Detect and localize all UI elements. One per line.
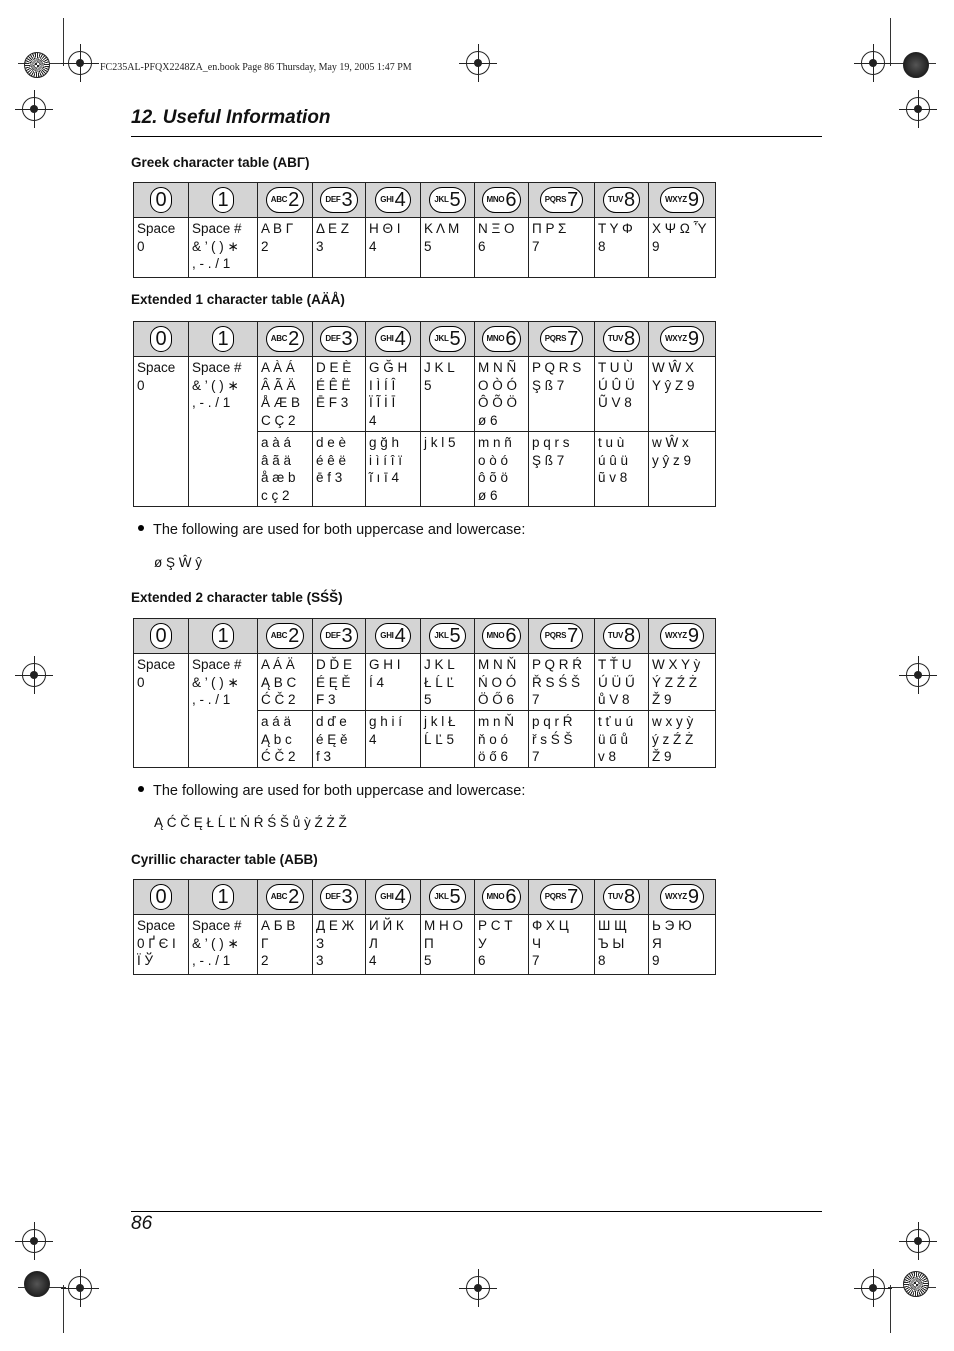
character-cell: Ν Ξ Ο 6 — [475, 218, 529, 278]
key-letters: WXYZ — [664, 195, 687, 205]
dial-key-8-icon — [603, 623, 640, 649]
character-cell: G H I Í 4 — [366, 654, 421, 711]
registration-target-icon — [22, 97, 46, 121]
key-number: 6 — [505, 189, 517, 211]
note-uppercase-lowercase: The following are used for both uppercase and lowercase: — [138, 783, 525, 799]
character-cell: Η Θ Ι 4 — [366, 218, 421, 278]
key-number: 7 — [567, 886, 579, 908]
registration-target-icon — [861, 51, 885, 75]
character-cell: j k l Ł Ĺ Ľ 5 — [421, 711, 475, 768]
character-cell: a á ä Ą b c Ć Č 2 — [258, 711, 313, 768]
key-cell — [313, 322, 366, 357]
character-cell: Ь Э Ю Я 9 — [649, 915, 716, 975]
character-cell: Д Е Ж З 3 — [313, 915, 366, 975]
key-cell — [649, 619, 716, 654]
dial-key-8-icon — [603, 187, 640, 213]
character-cell: p q r Ŕ ř s Ś Š 7 — [529, 711, 595, 768]
key-number: 5 — [449, 886, 461, 908]
print-slug: FC235AL-PFQX2248ZA_en.book Page 86 Thursday, May 19, 2005 1:47 PM — [100, 62, 412, 73]
key-letters: DEF — [325, 892, 341, 902]
key-number: 3 — [341, 189, 353, 211]
greek-table-heading: Greek character table (ΑΒΓ) — [131, 155, 310, 170]
registration-target-icon — [22, 663, 46, 687]
key-letters: MNO — [486, 334, 505, 344]
key-letters: WXYZ — [664, 334, 687, 344]
character-cell: M N Ň Ń O Ó Ö Ő 6 — [475, 654, 529, 711]
key-letters: TUV — [607, 631, 623, 641]
key-cell — [366, 619, 421, 654]
key-letters: MNO — [486, 631, 505, 641]
character-cell: W Ŵ X Y ŷ Z 9 — [649, 357, 716, 432]
dial-key-5-icon — [429, 623, 465, 649]
key-number: 8 — [623, 886, 636, 908]
dial-key-4-icon — [375, 623, 410, 649]
extended1-character-table — [133, 321, 716, 507]
header-rule — [131, 136, 822, 137]
key-number: 6 — [505, 328, 517, 350]
key-letters: PQRS — [544, 334, 567, 344]
character-cell: А Б В Г 2 — [258, 915, 313, 975]
character-cell: G Ğ H I Ì Í Î Ï Ĩ İ Ī 4 — [366, 357, 421, 432]
key-number: 0 — [155, 625, 167, 647]
key-cell — [595, 322, 649, 357]
extended1-table-heading: Extended 1 character table (AÄÅ) — [131, 292, 345, 307]
character-cell: g h i í 4 — [366, 711, 421, 768]
key-number: 3 — [341, 328, 353, 350]
character-cell: w x y ỳ ý z Ź Ż Ž 9 — [649, 711, 716, 768]
key-cell — [649, 322, 716, 357]
key-cell — [595, 880, 649, 915]
key-letters: GHI — [380, 631, 394, 641]
dial-key-3-icon — [320, 623, 357, 649]
key-number: 3 — [341, 886, 353, 908]
key-cell — [529, 619, 595, 654]
character-row — [134, 218, 716, 278]
character-row — [134, 915, 716, 975]
key-cell — [421, 619, 475, 654]
dial-key-1-icon — [212, 623, 233, 649]
character-cell: P Q R S Ş ß 7 — [529, 357, 595, 432]
greek-character-table — [133, 182, 716, 278]
key-cell — [134, 183, 189, 218]
character-cell: Τ Υ Φ 8 — [595, 218, 649, 278]
character-cell: M N Ñ O Ò Ó Ô Õ Ö ø 6 — [475, 357, 529, 432]
character-cell: P Q R Ŕ Ř S Ś Š 7 — [529, 654, 595, 711]
registration-target-icon — [68, 51, 92, 75]
key-letters: GHI — [380, 892, 394, 902]
registration-sunburst-icon — [24, 52, 50, 78]
dial-key-1-icon — [212, 326, 233, 352]
character-cell: d ď e é Ę ě f 3 — [313, 711, 366, 768]
key-number: 6 — [505, 886, 517, 908]
character-cell: Α Β Γ 2 — [258, 218, 313, 278]
key-number: 2 — [288, 625, 300, 647]
note-uppercase-lowercase: The following are used for both uppercase and lowercase: — [138, 522, 525, 538]
key-letters: ABC — [270, 195, 288, 205]
bullet-icon — [138, 525, 144, 531]
character-cell: D E È É Ê Ë Ē F 3 — [313, 357, 366, 432]
key-cell — [529, 880, 595, 915]
key-number: 2 — [288, 886, 300, 908]
character-cell: Space 0 Ґ Є І Ї Ў — [134, 915, 189, 975]
key-letters: GHI — [380, 334, 394, 344]
registration-target-icon — [466, 51, 490, 75]
dial-key-9-icon — [660, 326, 704, 352]
dial-key-3-icon — [320, 326, 357, 352]
character-cell: Κ Λ Μ 5 — [421, 218, 475, 278]
dial-key-3-icon — [320, 187, 357, 213]
dial-key-0-icon — [150, 187, 171, 213]
key-number: 1 — [217, 625, 229, 647]
section-title: 12. Useful Information — [131, 107, 331, 128]
key-cell — [134, 619, 189, 654]
key-letters: TUV — [607, 892, 623, 902]
registration-sunburst-icon — [24, 1271, 50, 1297]
character-cell: T U Ù Ú Û Ü Ũ V 8 — [595, 357, 649, 432]
character-cell: w Ŵ x y ŷ z 9 — [649, 432, 716, 507]
key-cell — [313, 183, 366, 218]
character-cell: Space 0 — [134, 357, 189, 507]
key-letters: JKL — [434, 334, 449, 344]
dial-key-9-icon — [660, 623, 704, 649]
character-cell: Space # & ’ ( ) ∗ , - . / 1 — [189, 357, 258, 507]
key-number: 0 — [155, 328, 167, 350]
crop-mark — [63, 18, 64, 66]
character-cell: Π Ρ Σ 7 — [529, 218, 595, 278]
dial-key-6-icon — [482, 187, 522, 213]
character-cell: d e è é ê ë ē f 3 — [313, 432, 366, 507]
cyrillic-table-heading: Cyrillic character table (АБВ) — [131, 852, 318, 867]
dial-key-4-icon — [375, 884, 410, 910]
key-number: 2 — [288, 328, 300, 350]
key-cell — [529, 183, 595, 218]
key-cell — [649, 183, 716, 218]
key-number: 7 — [567, 328, 579, 350]
key-letters: MNO — [486, 892, 505, 902]
key-cell — [475, 183, 529, 218]
key-header-row — [134, 183, 716, 218]
character-cell: Space 0 — [134, 218, 189, 278]
key-number: 5 — [449, 625, 461, 647]
dial-key-6-icon — [482, 623, 522, 649]
key-number: 7 — [567, 189, 579, 211]
dial-key-8-icon — [603, 326, 640, 352]
key-letters: PQRS — [544, 195, 567, 205]
key-number: 7 — [567, 625, 579, 647]
character-cell: W X Y ỳ Ý Z Ź Ż Ž 9 — [649, 654, 716, 711]
key-cell — [649, 880, 716, 915]
key-cell — [313, 880, 366, 915]
dial-key-0-icon — [150, 326, 171, 352]
key-number: 4 — [394, 625, 406, 647]
key-cell — [134, 322, 189, 357]
character-cell: A À Á Â Ã Ä Å Æ B C Ç 2 — [258, 357, 313, 432]
key-letters: TUV — [607, 195, 623, 205]
key-letters: PQRS — [544, 892, 567, 902]
key-cell — [366, 183, 421, 218]
character-cell: Space # & ’ ( ) ∗ , - . / 1 — [189, 654, 258, 768]
dial-key-6-icon — [482, 326, 522, 352]
key-number: 0 — [155, 189, 167, 211]
key-number: 1 — [217, 328, 229, 350]
character-cell: p q r s Ş ß 7 — [529, 432, 595, 507]
key-cell — [421, 322, 475, 357]
character-cell: a à á â ã ä å æ b c ç 2 — [258, 432, 313, 507]
character-cell: t ť u ú ü ű ů v 8 — [595, 711, 649, 768]
key-number: 8 — [623, 625, 636, 647]
dial-key-7-icon — [540, 326, 584, 352]
key-cell — [189, 880, 258, 915]
dial-key-0-icon — [150, 623, 171, 649]
key-letters: JKL — [434, 195, 449, 205]
cyrillic-character-table — [133, 879, 716, 975]
character-cell: T Ť U Ú Ü Ű ů V 8 — [595, 654, 649, 711]
key-number: 4 — [394, 328, 406, 350]
key-letters: MNO — [486, 195, 505, 205]
character-row — [134, 357, 716, 432]
key-cell — [189, 619, 258, 654]
crop-mark — [890, 1285, 891, 1333]
page-number: 86 — [131, 1213, 153, 1234]
registration-target-icon — [906, 663, 930, 687]
dial-key-6-icon — [482, 884, 522, 910]
key-letters: ABC — [270, 334, 288, 344]
key-number: 8 — [623, 189, 636, 211]
character-cell: Ш Щ Ъ Ы 8 — [595, 915, 649, 975]
key-cell — [313, 619, 366, 654]
character-cell: g ğ h i ì í î ï ĩ ı ī 4 — [366, 432, 421, 507]
key-letters: ABC — [270, 631, 288, 641]
character-cell: Δ Ε Ζ 3 — [313, 218, 366, 278]
key-cell — [366, 322, 421, 357]
key-number: 6 — [505, 625, 517, 647]
key-number: 4 — [394, 189, 406, 211]
key-number: 1 — [217, 886, 229, 908]
character-cell: D Ď E É Ę Ě F 3 — [313, 654, 366, 711]
key-cell — [529, 322, 595, 357]
character-cell: m n ñ o ò ó ô õ ö ø 6 — [475, 432, 529, 507]
key-number: 5 — [449, 189, 461, 211]
dial-key-7-icon — [540, 623, 584, 649]
dial-key-7-icon — [540, 187, 584, 213]
key-header-row — [134, 619, 716, 654]
key-number: 9 — [687, 189, 700, 211]
registration-target-icon — [906, 97, 930, 121]
key-number: 2 — [288, 189, 300, 211]
key-letters: DEF — [325, 334, 341, 344]
key-letters: ABC — [270, 892, 288, 902]
key-letters: PQRS — [544, 631, 567, 641]
key-cell — [258, 619, 313, 654]
key-cell — [134, 880, 189, 915]
crop-mark — [890, 18, 891, 66]
character-cell: Space # & ’ ( ) ∗ , - . / 1 — [189, 915, 258, 975]
extended2-character-table — [133, 618, 716, 768]
registration-sunburst-icon — [903, 1271, 929, 1297]
character-cell: t u ù ú û ü ũ v 8 — [595, 432, 649, 507]
character-cell: Ф Х Ц Ч 7 — [529, 915, 595, 975]
character-cell: J K L 5 — [421, 357, 475, 432]
character-cell: Χ Ψ Ω Ὗ 9 — [649, 218, 716, 278]
dial-key-5-icon — [429, 326, 465, 352]
dial-key-2-icon — [266, 884, 305, 910]
character-cell: A Á Ä Ą B C Ć Č 2 — [258, 654, 313, 711]
key-cell — [258, 880, 313, 915]
key-letters: GHI — [380, 195, 394, 205]
character-cell: Р С Т У 6 — [475, 915, 529, 975]
key-letters: JKL — [434, 631, 449, 641]
character-cell: J K L Ł Ĺ Ľ 5 — [421, 654, 475, 711]
dial-key-8-icon — [603, 884, 640, 910]
key-number: 9 — [687, 328, 700, 350]
key-cell — [595, 183, 649, 218]
key-cell — [258, 183, 313, 218]
key-cell — [189, 322, 258, 357]
dial-key-3-icon — [320, 884, 357, 910]
registration-target-icon — [466, 1276, 490, 1300]
dial-key-5-icon — [429, 187, 465, 213]
note-characters: ø Ş Ŵ ŷ — [154, 555, 202, 570]
key-number: 4 — [394, 886, 406, 908]
key-number: 1 — [217, 189, 229, 211]
key-cell — [475, 619, 529, 654]
registration-target-icon — [22, 1229, 46, 1253]
key-cell — [189, 183, 258, 218]
character-cell: Space 0 — [134, 654, 189, 768]
key-letters: WXYZ — [664, 892, 687, 902]
key-number: 9 — [687, 625, 700, 647]
dial-key-4-icon — [375, 326, 410, 352]
key-cell — [595, 619, 649, 654]
key-cell — [475, 322, 529, 357]
registration-target-icon — [68, 1276, 92, 1300]
key-number: 5 — [449, 328, 461, 350]
note-characters: Ą Ć Č Ę Ł Ĺ Ľ Ń Ŕ Ś Š ů ỳ Ź Ż Ž — [154, 815, 347, 830]
key-number: 9 — [687, 886, 700, 908]
dial-key-2-icon — [266, 326, 305, 352]
character-cell: И Й К Л 4 — [366, 915, 421, 975]
character-cell: Space # & ’ ( ) ∗ , - . / 1 — [189, 218, 258, 278]
dial-key-9-icon — [660, 187, 704, 213]
key-cell — [366, 880, 421, 915]
dial-key-1-icon — [212, 187, 233, 213]
registration-target-icon — [906, 1229, 930, 1253]
character-cell: j k l 5 — [421, 432, 475, 507]
dial-key-0-icon — [150, 884, 171, 910]
dial-key-5-icon — [429, 884, 465, 910]
key-number: 8 — [623, 328, 636, 350]
key-number: 0 — [155, 886, 167, 908]
footer-rule — [131, 1211, 822, 1212]
character-cell: М Н О П 5 — [421, 915, 475, 975]
key-header-row — [134, 322, 716, 357]
dial-key-1-icon — [212, 884, 233, 910]
registration-target-icon — [861, 1276, 885, 1300]
registration-sunburst-icon — [903, 52, 929, 78]
key-letters: DEF — [325, 631, 341, 641]
key-cell — [421, 183, 475, 218]
key-cell — [475, 880, 529, 915]
crop-mark — [63, 1285, 64, 1333]
character-row — [134, 654, 716, 711]
dial-key-7-icon — [540, 884, 584, 910]
dial-key-2-icon — [266, 187, 305, 213]
bullet-icon — [138, 786, 144, 792]
key-cell — [421, 880, 475, 915]
dial-key-9-icon — [660, 884, 704, 910]
dial-key-2-icon — [266, 623, 305, 649]
dial-key-4-icon — [375, 187, 410, 213]
key-header-row — [134, 880, 716, 915]
key-cell — [258, 322, 313, 357]
key-letters: TUV — [607, 334, 623, 344]
key-number: 3 — [341, 625, 353, 647]
character-cell: m n Ň ň o ó ö ő 6 — [475, 711, 529, 768]
key-letters: JKL — [434, 892, 449, 902]
key-letters: WXYZ — [664, 631, 687, 641]
key-letters: DEF — [325, 195, 341, 205]
extended2-table-heading: Extended 2 character table (SŚŠ) — [131, 590, 343, 605]
